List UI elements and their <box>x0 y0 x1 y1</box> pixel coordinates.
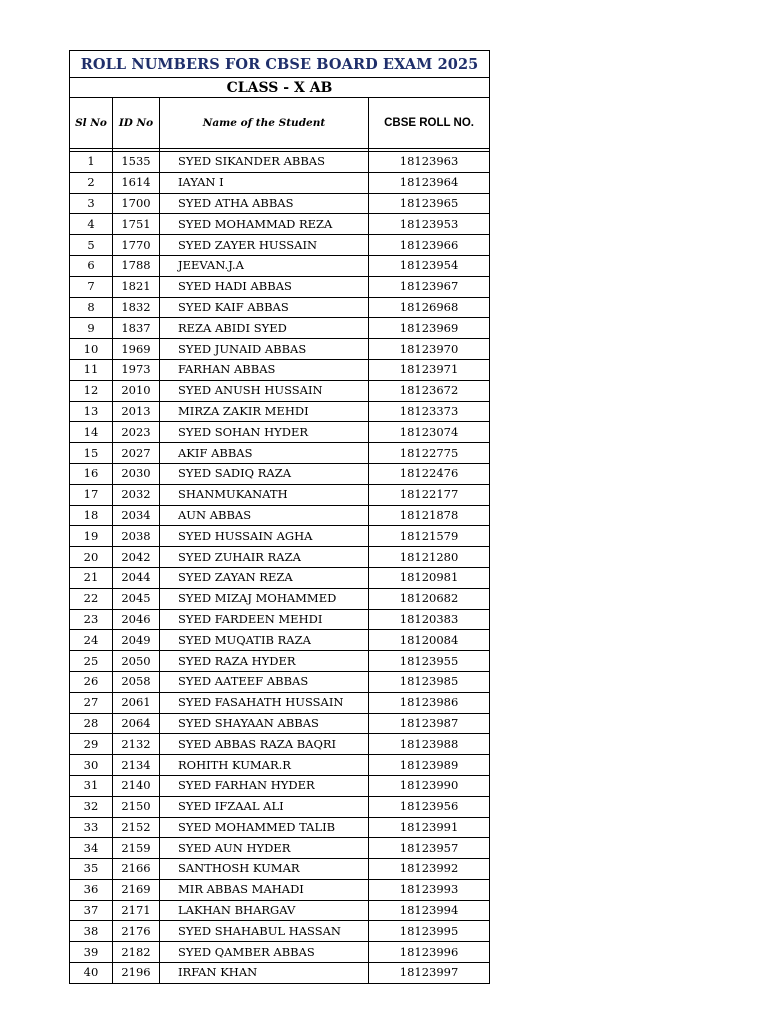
cbse-roll-no-cell: 18123954 <box>369 255 490 276</box>
cbse-roll-no-cell: 18123994 <box>369 900 490 921</box>
document-title: ROLL NUMBERS FOR CBSE BOARD EXAM 2025 <box>70 51 490 78</box>
table-row <box>70 963 490 984</box>
cbse-roll-no-cell: 18122775 <box>369 443 490 464</box>
student-name-cell: FARHAN ABBAS <box>160 359 369 380</box>
cbse-roll-no-cell: 18123074 <box>369 422 490 443</box>
table-row <box>70 297 490 318</box>
table-row <box>70 235 490 256</box>
id-no-cell: 2171 <box>113 900 160 921</box>
id-no-cell: 2044 <box>113 567 160 588</box>
sl-no-cell: 10 <box>70 339 113 360</box>
id-no-cell: 2064 <box>113 713 160 734</box>
student-name-cell: SYED JUNAID ABBAS <box>160 339 369 360</box>
student-name-cell: SYED SHAHABUL HASSAN <box>160 921 369 942</box>
student-name-cell: SYED QAMBER ABBAS <box>160 942 369 963</box>
cbse-roll-no-cell: 18120084 <box>369 630 490 651</box>
id-no-cell: 2034 <box>113 505 160 526</box>
id-no-cell: 2042 <box>113 547 160 568</box>
cbse-roll-no-cell: 18123955 <box>369 651 490 672</box>
id-no-cell: 2050 <box>113 651 160 672</box>
id-no-cell: 1614 <box>113 172 160 193</box>
sl-no-cell: 25 <box>70 651 113 672</box>
cbse-roll-no-cell: 18123995 <box>369 921 490 942</box>
student-name-cell: SYED FARDEEN MEHDI <box>160 609 369 630</box>
id-no-cell: 2023 <box>113 422 160 443</box>
table-row <box>70 443 490 464</box>
class-row <box>70 78 490 98</box>
id-no-cell: 1770 <box>113 235 160 256</box>
sl-no-cell: 30 <box>70 755 113 776</box>
student-name-cell: SYED HUSSAIN AGHA <box>160 526 369 547</box>
cbse-roll-no-cell: 18122476 <box>369 463 490 484</box>
table-row <box>70 630 490 651</box>
id-no-cell: 1821 <box>113 276 160 297</box>
table-row <box>70 671 490 692</box>
student-name-cell: SYED MUQATIB RAZA <box>160 630 369 651</box>
table-row <box>70 422 490 443</box>
sl-no-cell: 36 <box>70 879 113 900</box>
sl-no-cell: 13 <box>70 401 113 422</box>
sl-no-cell: 29 <box>70 734 113 755</box>
cbse-roll-no-cell: 18123988 <box>369 734 490 755</box>
class-label: CLASS - X AB <box>70 78 490 98</box>
student-name-cell: SYED SADIQ RAZA <box>160 463 369 484</box>
cbse-roll-no-cell: 18123997 <box>369 963 490 984</box>
id-no-cell: 2045 <box>113 588 160 609</box>
sl-no-cell: 12 <box>70 380 113 401</box>
sl-no-cell: 34 <box>70 838 113 859</box>
table-row <box>70 775 490 796</box>
id-no-cell: 2169 <box>113 879 160 900</box>
sl-no-cell: 26 <box>70 671 113 692</box>
sl-no-cell: 35 <box>70 859 113 880</box>
id-no-cell: 2182 <box>113 942 160 963</box>
id-no-cell: 2152 <box>113 817 160 838</box>
student-name-cell: SYED HADI ABBAS <box>160 276 369 297</box>
sl-no-cell: 24 <box>70 630 113 651</box>
sl-no-cell: 27 <box>70 692 113 713</box>
table-row <box>70 817 490 838</box>
student-name-cell: SYED ZUHAIR RAZA <box>160 547 369 568</box>
id-no-cell: 1788 <box>113 255 160 276</box>
cbse-roll-no-cell: 18123993 <box>369 879 490 900</box>
student-rows <box>70 152 490 984</box>
cbse-roll-no-cell: 18123986 <box>369 692 490 713</box>
table-row <box>70 651 490 672</box>
id-no-cell: 1751 <box>113 214 160 235</box>
cbse-roll-no-cell: 18120682 <box>369 588 490 609</box>
id-no-cell: 1837 <box>113 318 160 339</box>
sl-no-cell: 37 <box>70 900 113 921</box>
sl-no-cell: 9 <box>70 318 113 339</box>
id-no-cell: 2061 <box>113 692 160 713</box>
student-name-cell: SYED FASAHATH HUSSAIN <box>160 692 369 713</box>
table-row <box>70 567 490 588</box>
roll-number-table <box>69 50 490 984</box>
header-student-name: Name of the Student <box>160 98 369 149</box>
table-row <box>70 359 490 380</box>
sl-no-cell: 11 <box>70 359 113 380</box>
student-name-cell: SYED ATHA ABBAS <box>160 193 369 214</box>
table-row <box>70 859 490 880</box>
id-no-cell: 1969 <box>113 339 160 360</box>
sl-no-cell: 31 <box>70 775 113 796</box>
table-row <box>70 879 490 900</box>
sl-no-cell: 6 <box>70 255 113 276</box>
sl-no-cell: 38 <box>70 921 113 942</box>
cbse-roll-no-cell: 18123956 <box>369 796 490 817</box>
table-row <box>70 609 490 630</box>
table-row <box>70 942 490 963</box>
id-no-cell: 2030 <box>113 463 160 484</box>
cbse-roll-no-cell: 18123965 <box>369 193 490 214</box>
id-no-cell: 2150 <box>113 796 160 817</box>
sl-no-cell: 17 <box>70 484 113 505</box>
student-name-cell: SYED AUN HYDER <box>160 838 369 859</box>
student-name-cell: SYED SOHAN HYDER <box>160 422 369 443</box>
cbse-roll-no-cell: 18123985 <box>369 671 490 692</box>
cbse-roll-no-cell: 18123970 <box>369 339 490 360</box>
table-row <box>70 713 490 734</box>
id-no-cell: 2166 <box>113 859 160 880</box>
student-name-cell: SYED KAIF ABBAS <box>160 297 369 318</box>
sl-no-cell: 28 <box>70 713 113 734</box>
student-name-cell: SYED MIZAJ MOHAMMED <box>160 588 369 609</box>
student-name-cell: IAYAN I <box>160 172 369 193</box>
table-row <box>70 172 490 193</box>
student-name-cell: LAKHAN BHARGAV <box>160 900 369 921</box>
id-no-cell: 1832 <box>113 297 160 318</box>
sl-no-cell: 40 <box>70 963 113 984</box>
student-name-cell: SYED RAZA HYDER <box>160 651 369 672</box>
id-no-cell: 2049 <box>113 630 160 651</box>
table-row <box>70 921 490 942</box>
student-name-cell: JEEVAN.J.A <box>160 255 369 276</box>
id-no-cell: 2010 <box>113 380 160 401</box>
id-no-cell: 2013 <box>113 401 160 422</box>
cbse-roll-no-cell: 18123996 <box>369 942 490 963</box>
cbse-roll-no-cell: 18123963 <box>369 152 490 173</box>
id-no-cell: 2032 <box>113 484 160 505</box>
student-name-cell: MIRZA ZAKIR MEHDI <box>160 401 369 422</box>
table-row <box>70 588 490 609</box>
sl-no-cell: 20 <box>70 547 113 568</box>
cbse-roll-no-cell: 18123989 <box>369 755 490 776</box>
sl-no-cell: 22 <box>70 588 113 609</box>
sl-no-cell: 33 <box>70 817 113 838</box>
table-row <box>70 339 490 360</box>
cbse-roll-no-cell: 18123966 <box>369 235 490 256</box>
id-no-cell: 1700 <box>113 193 160 214</box>
sl-no-cell: 3 <box>70 193 113 214</box>
table-row <box>70 318 490 339</box>
id-no-cell: 2046 <box>113 609 160 630</box>
table-row <box>70 214 490 235</box>
sl-no-cell: 1 <box>70 152 113 173</box>
student-name-cell: SYED MOHAMMAD REZA <box>160 214 369 235</box>
id-no-cell: 2134 <box>113 755 160 776</box>
sl-no-cell: 2 <box>70 172 113 193</box>
cbse-roll-no-cell: 18120981 <box>369 567 490 588</box>
id-no-cell: 1973 <box>113 359 160 380</box>
header-row <box>70 98 490 149</box>
sl-no-cell: 16 <box>70 463 113 484</box>
sl-no-cell: 32 <box>70 796 113 817</box>
student-name-cell: ROHITH KUMAR.R <box>160 755 369 776</box>
cbse-roll-no-cell: 18123992 <box>369 859 490 880</box>
table-row <box>70 755 490 776</box>
cbse-roll-no-cell: 18123971 <box>369 359 490 380</box>
header-id-no: ID No <box>113 98 160 149</box>
cbse-roll-no-cell: 18123953 <box>369 214 490 235</box>
table-row <box>70 484 490 505</box>
table-row <box>70 900 490 921</box>
title-row <box>70 51 490 78</box>
table-row <box>70 734 490 755</box>
table-row <box>70 255 490 276</box>
id-no-cell: 2176 <box>113 921 160 942</box>
student-name-cell: SHANMUKANATH <box>160 484 369 505</box>
sl-no-cell: 18 <box>70 505 113 526</box>
table-row <box>70 547 490 568</box>
table-row <box>70 463 490 484</box>
sl-no-cell: 8 <box>70 297 113 318</box>
cbse-roll-no-cell: 18123967 <box>369 276 490 297</box>
sl-no-cell: 4 <box>70 214 113 235</box>
sl-no-cell: 19 <box>70 526 113 547</box>
cbse-roll-no-cell: 18123957 <box>369 838 490 859</box>
id-no-cell: 2140 <box>113 775 160 796</box>
student-name-cell: SYED ZAYER HUSSAIN <box>160 235 369 256</box>
cbse-roll-no-cell: 18120383 <box>369 609 490 630</box>
cbse-roll-no-cell: 18123990 <box>369 775 490 796</box>
roll-number-sheet <box>69 50 489 984</box>
cbse-roll-no-cell: 18123991 <box>369 817 490 838</box>
student-name-cell: SYED SIKANDER ABBAS <box>160 152 369 173</box>
cbse-roll-no-cell: 18123373 <box>369 401 490 422</box>
id-no-cell: 1535 <box>113 152 160 173</box>
sl-no-cell: 23 <box>70 609 113 630</box>
student-name-cell: MIR ABBAS MAHADI <box>160 879 369 900</box>
id-no-cell: 2027 <box>113 443 160 464</box>
cbse-roll-no-cell: 18123987 <box>369 713 490 734</box>
table-row <box>70 152 490 173</box>
student-name-cell: SYED ANUSH HUSSAIN <box>160 380 369 401</box>
student-name-cell: SYED ABBAS RAZA BAQRI <box>160 734 369 755</box>
sl-no-cell: 15 <box>70 443 113 464</box>
cbse-roll-no-cell: 18121878 <box>369 505 490 526</box>
table-row <box>70 526 490 547</box>
id-no-cell: 2196 <box>113 963 160 984</box>
id-no-cell: 2159 <box>113 838 160 859</box>
table-row <box>70 796 490 817</box>
student-name-cell: IRFAN KHAN <box>160 963 369 984</box>
student-name-cell: AKIF ABBAS <box>160 443 369 464</box>
cbse-roll-no-cell: 18123672 <box>369 380 490 401</box>
table-row <box>70 401 490 422</box>
id-no-cell: 2038 <box>113 526 160 547</box>
student-name-cell: SYED IFZAAL ALI <box>160 796 369 817</box>
cbse-roll-no-cell: 18122177 <box>369 484 490 505</box>
student-name-cell: AUN ABBAS <box>160 505 369 526</box>
id-no-cell: 2132 <box>113 734 160 755</box>
sl-no-cell: 21 <box>70 567 113 588</box>
table-row <box>70 193 490 214</box>
cbse-roll-no-cell: 18126968 <box>369 297 490 318</box>
table-row <box>70 380 490 401</box>
table-row <box>70 838 490 859</box>
cbse-roll-no-cell: 18123969 <box>369 318 490 339</box>
cbse-roll-no-cell: 18121579 <box>369 526 490 547</box>
student-name-cell: REZA ABIDI SYED <box>160 318 369 339</box>
header-sl-no: Sl No <box>70 98 113 149</box>
table-row <box>70 692 490 713</box>
cbse-roll-no-cell: 18123964 <box>369 172 490 193</box>
table-row <box>70 505 490 526</box>
cbse-roll-no-cell: 18121280 <box>369 547 490 568</box>
sl-no-cell: 14 <box>70 422 113 443</box>
student-name-cell: SYED AATEEF ABBAS <box>160 671 369 692</box>
student-name-cell: SANTHOSH KUMAR <box>160 859 369 880</box>
student-name-cell: SYED ZAYAN REZA <box>160 567 369 588</box>
id-no-cell: 2058 <box>113 671 160 692</box>
header-cbse-roll-no: CBSE ROLL NO. <box>369 98 490 149</box>
sl-no-cell: 39 <box>70 942 113 963</box>
table-row <box>70 276 490 297</box>
student-name-cell: SYED MOHAMMED TALIB <box>160 817 369 838</box>
student-name-cell: SYED FARHAN HYDER <box>160 775 369 796</box>
sl-no-cell: 7 <box>70 276 113 297</box>
sl-no-cell: 5 <box>70 235 113 256</box>
student-name-cell: SYED SHAYAAN ABBAS <box>160 713 369 734</box>
